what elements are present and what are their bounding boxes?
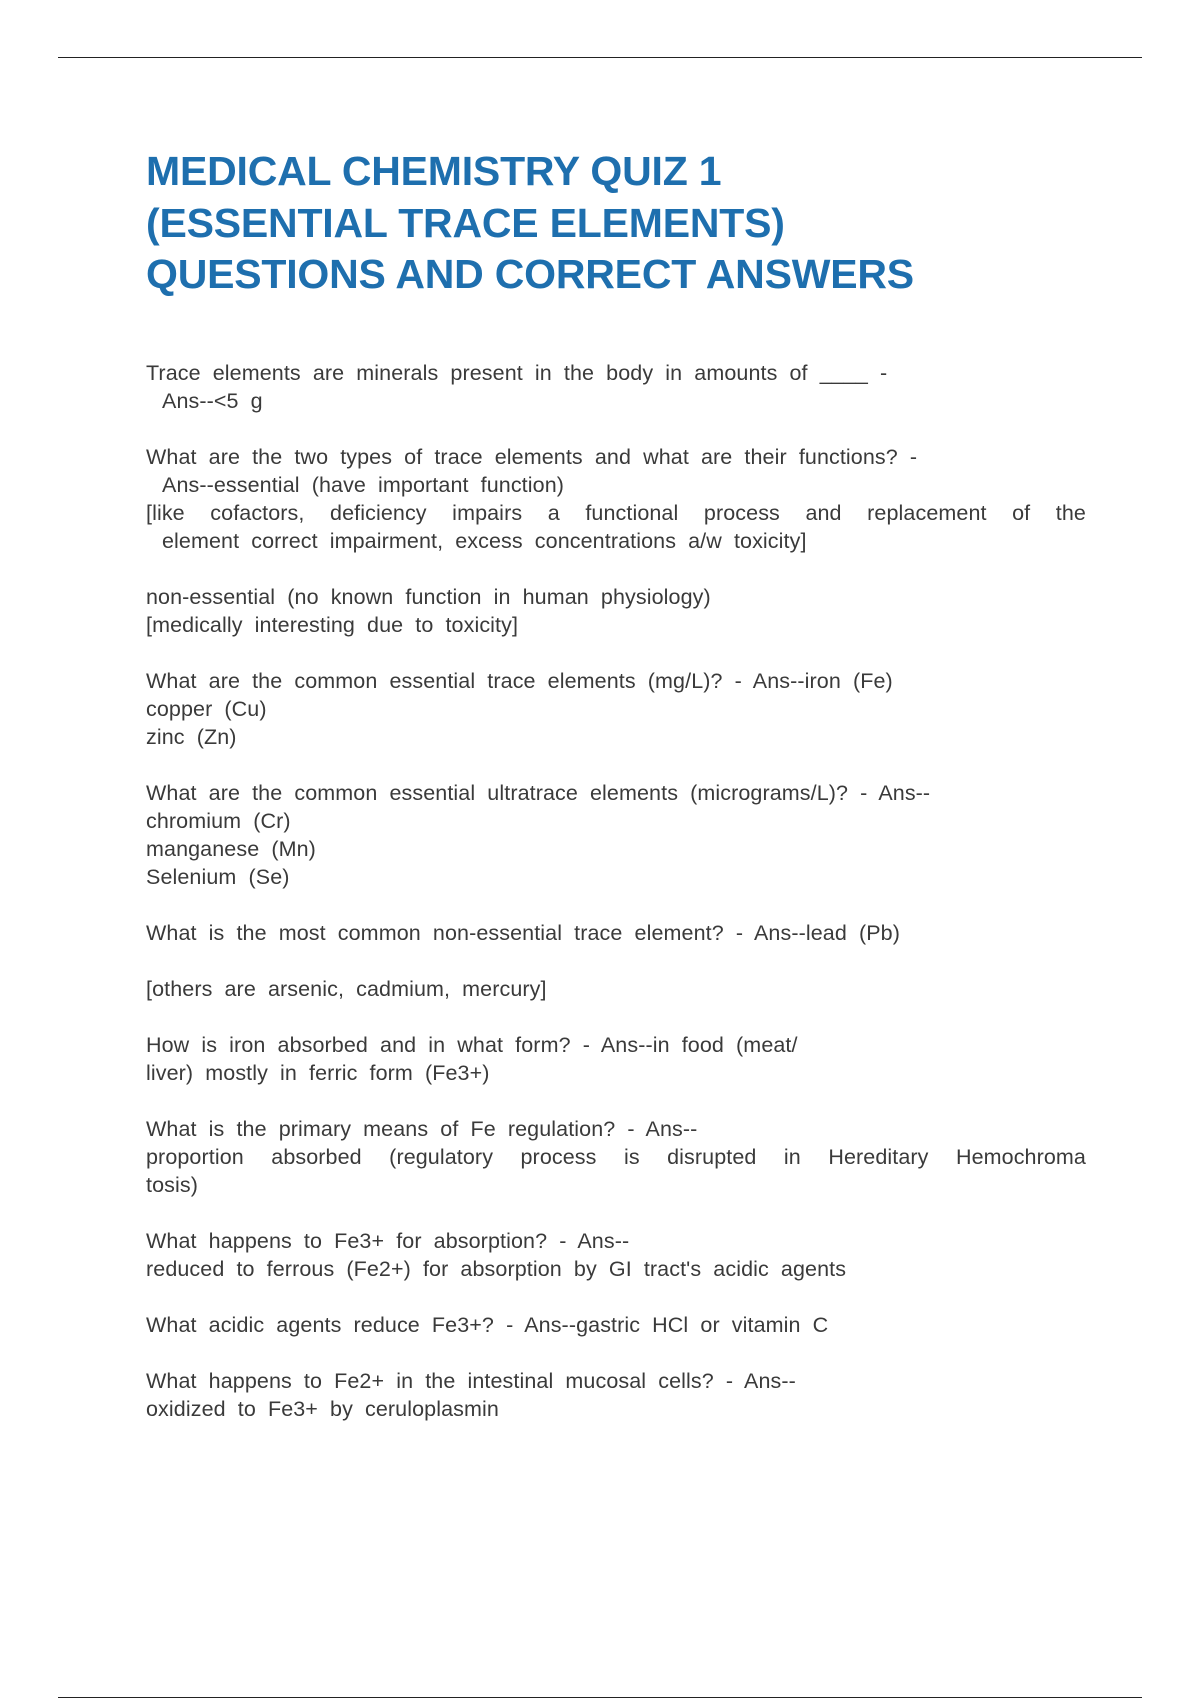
qa-line: [like cofactors, deficiency impairs a functional process and replacement of the (146, 500, 1086, 525)
qa-item (146, 1115, 1086, 1199)
qa-line: What happens to Fe3+ for absorption? - Ans-- (146, 1228, 630, 1253)
qa-line: element correct impairment, excess concentrations a/w toxicity] (162, 528, 807, 553)
document-body (146, 146, 1086, 1451)
qa-line: oxidized to Fe3+ by ceruloplasmin (146, 1396, 499, 1421)
qa-line: manganese (Mn) (146, 836, 316, 861)
qa-line: How is iron absorbed and in what form? - Ans--in food (meat/ (146, 1032, 798, 1057)
qa-line: What are the common essential ultratrace elements (micrograms/L)? - Ans-- (146, 780, 931, 805)
qa-item (146, 779, 1086, 891)
qa-item (146, 1367, 1086, 1423)
qa-list (146, 359, 1086, 1423)
qa-line: Ans--<5 g (162, 388, 263, 413)
qa-line: Ans--essential (have important function) (162, 472, 565, 497)
qa-line: What are the two types of trace elements and what are their functions? - (146, 444, 918, 469)
qa-line: reduced to ferrous (Fe2+) for absorption by GI tract's acidic agents (146, 1256, 847, 1281)
qa-item (146, 583, 1086, 639)
qa-line: Selenium (Se) (146, 864, 290, 889)
qa-line: [others are arsenic, cadmium, mercury] (146, 976, 547, 1001)
qa-line: What is the most common non-essential trace element? - Ans--lead (Pb) (146, 920, 900, 945)
qa-line: What happens to Fe2+ in the intestinal mucosal cells? - Ans-- (146, 1368, 796, 1393)
qa-line: proportion absorbed (regulatory process is disrupted in Hereditary Hemochroma (146, 1144, 1086, 1169)
qa-line: chromium (Cr) (146, 808, 291, 833)
qa-line: What is the primary means of Fe regulation? - Ans-- (146, 1116, 698, 1141)
qa-item (146, 1227, 1086, 1283)
qa-item (146, 1311, 1086, 1339)
qa-line: [medically interesting due to toxicity] (146, 612, 519, 637)
qa-item (146, 1031, 1086, 1087)
page-top-rule (58, 57, 1142, 58)
qa-line: Trace elements are minerals present in the body in amounts of ____ - (146, 360, 888, 385)
qa-line: What acidic agents reduce Fe3+? - Ans--gastric HCl or vitamin C (146, 1312, 829, 1337)
qa-item (146, 975, 1086, 1003)
qa-line: What are the common essential trace elements (mg/L)? - Ans--iron (Fe) (146, 668, 893, 693)
title-line: MEDICAL CHEMISTRY QUIZ 1 (146, 148, 722, 194)
qa-item (146, 667, 1086, 751)
qa-item (146, 919, 1086, 947)
document-title (146, 146, 1086, 301)
page-bottom-rule (58, 1697, 1142, 1698)
qa-line: liver) mostly in ferric form (Fe3+) (146, 1060, 490, 1085)
qa-item (146, 359, 1086, 415)
qa-line: non-essential (no known function in human physiology) (146, 584, 711, 609)
title-line: (ESSENTIAL TRACE ELEMENTS) (146, 199, 785, 246)
title-line: QUESTIONS AND CORRECT ANSWERS (146, 251, 914, 297)
qa-line: zinc (Zn) (146, 724, 237, 749)
qa-line: tosis) (146, 1172, 198, 1197)
qa-line: copper (Cu) (146, 696, 267, 721)
qa-item (146, 443, 1086, 555)
